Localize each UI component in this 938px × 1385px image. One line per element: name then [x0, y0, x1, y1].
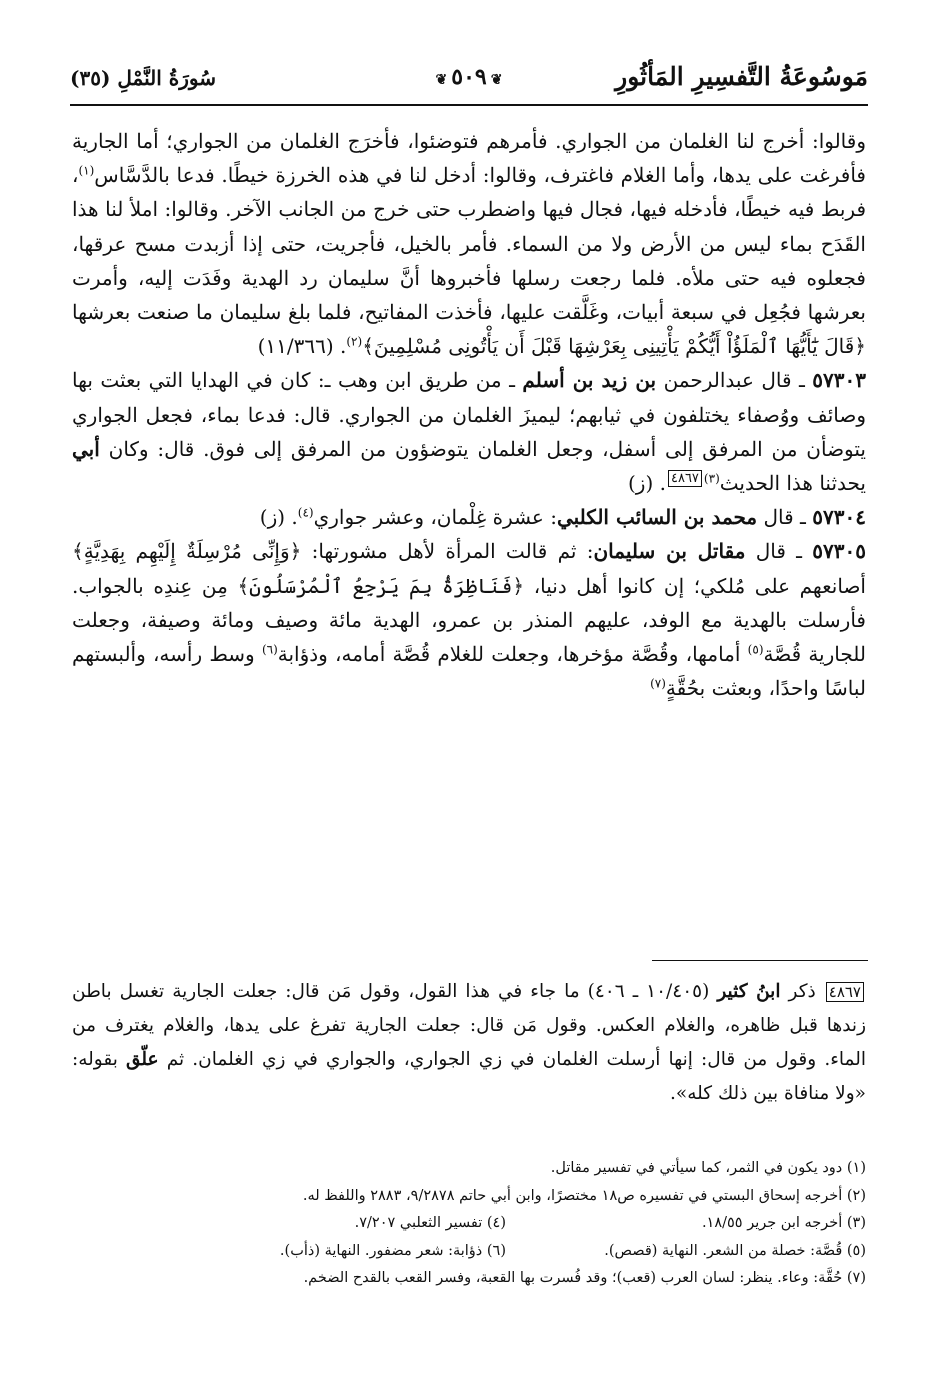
text-run: ـ قال عبدالرحمن: [656, 368, 813, 393]
text-run: وسط رأسه، وألبستهم لباسًا واحدًا، وبعثت بحُقَّةٍ: [72, 642, 866, 701]
text-run: . (ز): [259, 505, 298, 530]
commentary-ref-box: ٤٨٦٧: [668, 470, 702, 487]
narration-57303: [72, 363, 866, 500]
footnote-row: [72, 1210, 866, 1238]
footnote-1: (١) دود يكون في الثمر، كما سيأتي في تفسير مقاتل.: [550, 1160, 866, 1176]
page-number: ٥٠٩: [451, 64, 487, 90]
text-run: أمامها، وقُصَّة مؤخرها، وجعلت للغلام قُصَّة أمامه، وذؤابة: [277, 642, 748, 667]
page-number-group: [432, 64, 507, 90]
text-run: ذكر: [780, 981, 824, 1002]
commentary-text: [72, 975, 866, 1111]
narrator-name: مقاتل بن سليمان: [593, 539, 746, 564]
footnote-ref: (١): [78, 163, 95, 178]
footnote-4: (٤) تفسير الثعلبي ٧/٢٠٧.: [354, 1215, 506, 1231]
footnote-ref: (٥): [747, 642, 764, 657]
text-run-bold: علّق: [125, 1049, 159, 1070]
footnotes: [72, 1155, 866, 1293]
footnote-6: (٦) ذؤابة: شعر مضفور. النهاية (ذأب).: [279, 1242, 506, 1259]
footnote-ref: (٦): [261, 642, 278, 657]
ornament-icon: ❦: [490, 72, 503, 88]
narration-57305: [72, 534, 866, 705]
commentary-number-box: ٤٨٦٧: [826, 982, 864, 1002]
scholar-name: ابنُ كثير: [717, 981, 781, 1002]
quran-verse: ﴿فَنَاظِرَةُۢ بِمَ يَرْجِعُ ٱلْمُرْسَلُونَ﴾: [237, 573, 525, 598]
footnote-ref: (٧): [650, 676, 666, 691]
footnote-ref: (٢): [346, 334, 363, 349]
text-run: يحدثنا هذا الحديث: [719, 471, 866, 496]
narration-number: ٥٧٣٠٣: [812, 368, 866, 393]
text-run: أصانعهم على مُلكي؛ إن كانوا أهل دنيا،: [524, 573, 866, 598]
footnote-2: (٢) أخرجه إسحاق البستي في تفسيره ص١٨ مختصرًا، وابن أبي حاتم ٩/٢٨٧٨، ٢٨٨٣ واللفظ له.: [302, 1187, 866, 1204]
text-run: وقالوا: أخرج لنا الغلمان من الجواري. فأمرهم فتوضئوا، فأخرَج الغلمان من الجواري؛ أما الجارية فأفرغت على يدها، وأما الغلام فاغترف، وقالوا: أدخل لنا في هذه الخرزة خيطًا. فدعا بالدَّسَّاس: [72, 129, 866, 188]
footnote-7: (٧) حُقَّة: وعاء. ينظر: لسان العرب (قعب)؛ وقد فُسرت بها القعبة، وفسر القعب بالقدح الضخم.: [303, 1270, 866, 1286]
commentary-block: [72, 975, 866, 1111]
text-run: (١٠/٤٠٥ ـ ٤٠٦) ما جاء في هذا القول، وقول مَن قال: جعلت الجارية تغسل باطن زندها قبل ظاهره، والغلام العكس. وقول مَن قال: جعلت الجارية تفرغ على يدها، والغلام يغترف من الماء. وقول من قال: إنها أرسلت الغلمان في زي الجواري، والجواري في زي الغلمان. ثم: [72, 981, 867, 1070]
text-run: مِن عِندِه بالجواب. فأرسلت بالهدية مع الوفد، عليهم المنذر بن عمرو، الهدية مائة وصيف ومائة وصيفة، وجعلت للجارية قُصَّة: [72, 573, 867, 667]
footnote-3: (٣) أخرجه ابن جرير ١٨/٥٥.: [701, 1215, 866, 1231]
footnote-5: (٥) قُصَّة: خصلة من الشعر. النهاية (قصص).: [604, 1242, 866, 1259]
text-run: . (ز): [628, 471, 666, 496]
ornament-icon: ❦: [435, 72, 448, 88]
quran-verse: ﴿قَالَ يَٰٓأَيُّهَا ٱلْمَلَؤُاْ أَيُّكُمْ يَأْتِينِى بِعَرْشِهَا قَبْلَ أَن يَأْتُونِى مُسْلِمِينَ﴾: [362, 334, 866, 359]
book-title: مَوسُوعَةُ التَّفسِيرِ المَأثُورِ: [615, 62, 868, 91]
narration-number: ٥٧٣٠٥: [812, 539, 866, 564]
footnote-ref: (٤): [297, 505, 314, 520]
text-run: : عشرة غِلْمان، وعشر جواري: [313, 505, 557, 530]
footnote-row: [72, 1238, 866, 1266]
narrator-name: بن زيد بن أسلم: [522, 368, 657, 393]
text-run: : ثم قالت المرأة لأهل مشورتها:: [301, 539, 594, 564]
text-run: ، فربط فيه خيطًا، فأدخله فيها، فجال فيها واضطرب حتى خرج من الجانب الآخر. وقالوا: املأ لنا هذا القَدَح بماء ليس من الأرض ولا من السماء. فأمر بالخيل، فأجريت، حتى إذا أزبدت مسح عرقها، فجعلوه فيه حتى ملأه. فلما رجعت رسلها فأخبروها أنَّ سليمان رد الهدية وفَدَت إليه، وأمرت بعرشها فجُعِل في سبعة أبيات، وغَلَّقت عليها، فأخذت المفاتيح، فلما بلغ سليمان ما صنعت بعرشها: [72, 163, 866, 325]
header-divider: [70, 104, 868, 106]
text-run: ـ من طريق ابن وهب ـ: كان في الهدايا التي بعثت بها وصائف ووُصفاء يختلفون في ثيابهم؛ ليميزَ الغلمان من الجواري. قال: فدعا بماء، فجعل الجواري يتوضأن من المرفق إلى أسفل، وجعل الغلمان يتوضؤون من المرفق إلى فوق. قال: وكان: [72, 368, 866, 461]
main-text: [72, 124, 866, 705]
text-run: ـ قال: [745, 539, 813, 564]
text-run: ـ قال: [757, 505, 813, 530]
quran-verse: ﴿وَإِنِّى مُرْسِلَةٌ إِلَيْهِم بِهَدِيَّةٍ﴾: [72, 539, 302, 564]
volume-reference: . (١١/٣٦٦): [257, 334, 347, 359]
narration-57304: [72, 500, 866, 534]
narration-number: ٥٧٣٠٤: [812, 505, 866, 530]
text-run: بقوله: «ولا منافاة بين ذلك كله».: [72, 1049, 866, 1104]
narrator-name: محمد بن السائب الكلبي: [556, 505, 758, 530]
narrator-name: أبي: [72, 436, 100, 461]
commentary-divider: [652, 960, 868, 961]
surah-title: سُورَةُ النَّمْلِ (٣٥): [70, 66, 216, 90]
page-header: [70, 60, 868, 100]
paragraph: [72, 124, 866, 363]
footnote-ref: (٣): [703, 471, 720, 486]
